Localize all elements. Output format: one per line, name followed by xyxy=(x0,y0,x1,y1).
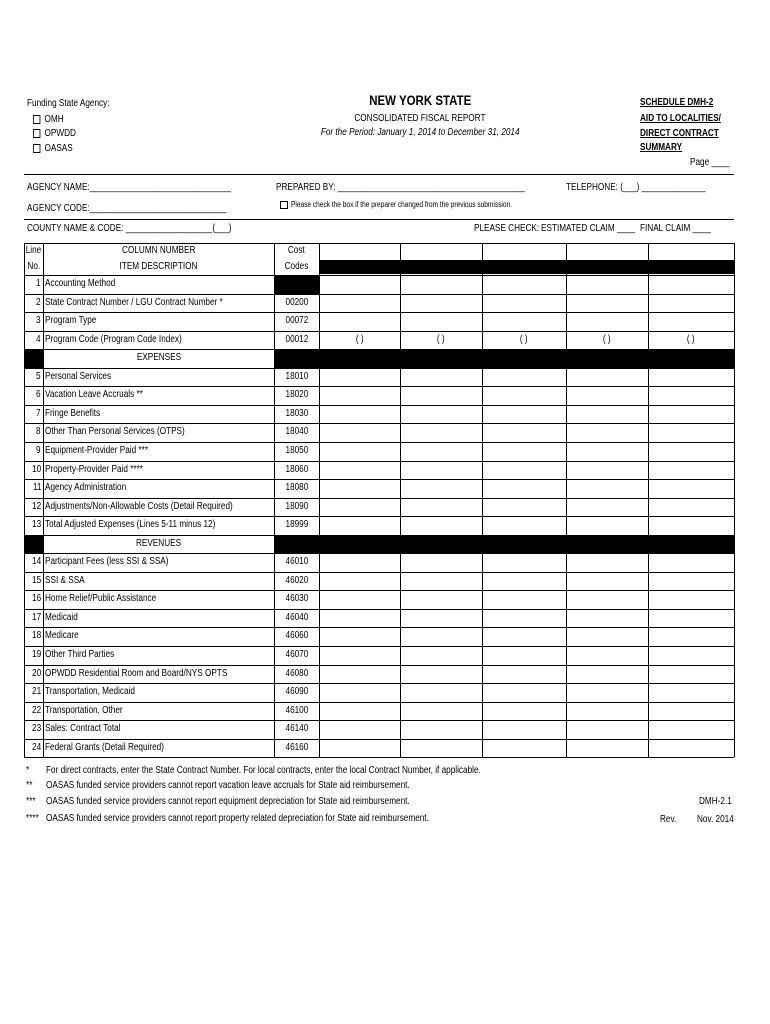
item-description: Equipment-Provider Paid *** xyxy=(45,444,149,456)
line-number: 8 xyxy=(36,426,41,438)
cost-code: 18040 xyxy=(285,426,308,438)
amount-cell[interactable] xyxy=(483,462,565,479)
amount-cell[interactable] xyxy=(401,684,481,701)
amount-cell[interactable] xyxy=(401,369,481,386)
schedule-line-4: SUMMARY xyxy=(640,142,683,153)
oasas-label: OASAS xyxy=(44,143,73,154)
amount-cell[interactable] xyxy=(320,387,399,404)
amount-cell[interactable] xyxy=(401,313,481,330)
cost-code: 18080 xyxy=(285,482,308,494)
table-column-rule xyxy=(734,243,735,757)
cost-code: 46040 xyxy=(285,611,308,623)
item-description: State Contract Number / LGU Contract Number * xyxy=(45,296,223,308)
amount-cell[interactable] xyxy=(483,443,565,460)
section-bar-right xyxy=(274,535,734,554)
line-number: 5 xyxy=(36,370,41,382)
cost-code: 18090 xyxy=(285,500,308,512)
omh-label: OMH xyxy=(44,114,64,125)
amount-cell[interactable] xyxy=(649,406,733,423)
line-number: 18 xyxy=(31,630,41,642)
amount-cell[interactable] xyxy=(320,554,399,571)
cost-code: 46090 xyxy=(285,686,308,698)
amount-cell[interactable] xyxy=(401,573,481,590)
section-heading: REVENUES xyxy=(135,537,182,549)
amount-cell[interactable] xyxy=(483,647,565,664)
item-description: Property-Provider Paid **** xyxy=(45,463,143,475)
footnote-mark: *** xyxy=(26,796,36,807)
cost-code: 18050 xyxy=(285,444,308,456)
amount-cell[interactable] xyxy=(567,387,647,404)
item-description: OPWDD Residential Room and Board/NYS OPTS xyxy=(45,667,228,679)
table-column-rule xyxy=(482,243,483,757)
amount-cell[interactable] xyxy=(483,666,565,683)
amount-cell[interactable] xyxy=(567,369,647,386)
footnote-text: OASAS funded service providers cannot report property related depreciation for State aid reimbursement. xyxy=(46,813,429,824)
cost-code: 18020 xyxy=(285,389,308,401)
line-number: 2 xyxy=(36,296,41,308)
amount-cell[interactable] xyxy=(483,721,565,738)
cost-code: 46010 xyxy=(285,556,308,568)
table-column-rule xyxy=(274,243,275,757)
item-description: Accounting Method xyxy=(45,278,116,289)
table-column-rule xyxy=(648,243,649,757)
section-bar-left xyxy=(24,349,43,368)
agency-name-field[interactable]: AGENCY NAME:_______________________________ xyxy=(27,182,232,193)
cost-code: 46080 xyxy=(285,667,308,679)
amount-cell[interactable] xyxy=(320,666,399,683)
amount-cell[interactable] xyxy=(401,276,481,293)
cost-code: 46100 xyxy=(285,704,308,716)
amount-cell[interactable] xyxy=(320,499,399,516)
line-number: 21 xyxy=(31,686,41,698)
amount-cell[interactable] xyxy=(649,721,733,738)
amount-cell[interactable] xyxy=(401,424,481,441)
amount-cell[interactable] xyxy=(567,628,647,645)
opwdd-label: OPWDD xyxy=(44,128,76,139)
amount-cell[interactable] xyxy=(401,610,481,627)
line-number: 3 xyxy=(36,315,41,327)
fields-top-rule xyxy=(24,174,734,175)
amount-cell[interactable] xyxy=(649,443,733,460)
amount-cell[interactable] xyxy=(483,276,565,293)
amount-cell[interactable] xyxy=(320,313,399,330)
footnote-text: OASAS funded service providers cannot report equipment depreciation for State aid reimbursement. xyxy=(46,796,410,807)
cost-code: 18060 xyxy=(285,463,308,475)
item-description: Medicare xyxy=(45,630,79,642)
amount-cell[interactable] xyxy=(649,499,733,516)
amount-cell[interactable] xyxy=(320,647,399,664)
cost-code: 00012 xyxy=(285,333,308,345)
telephone-field[interactable]: TELEPHONE: (___) ______________ xyxy=(566,182,706,193)
item-description: Medicaid xyxy=(45,611,78,623)
final-claim-field[interactable]: FINAL CLAIM ____ xyxy=(640,223,711,234)
line-number: 4 xyxy=(36,333,41,345)
amount-cell[interactable] xyxy=(320,591,399,608)
item-description: Agency Administration xyxy=(45,482,127,494)
amount-cell[interactable] xyxy=(649,703,733,720)
state-title: NEW YORK STATE xyxy=(368,92,472,108)
opwdd-checkbox[interactable] xyxy=(33,129,40,138)
amount-cell[interactable] xyxy=(567,462,647,479)
amount-cell[interactable] xyxy=(483,628,565,645)
amount-cell[interactable] xyxy=(483,406,565,423)
amount-cell[interactable] xyxy=(567,517,647,534)
amount-cell[interactable] xyxy=(320,628,399,645)
line-number: 22 xyxy=(31,704,41,716)
line-number: 7 xyxy=(36,407,41,419)
amount-cell[interactable] xyxy=(567,684,647,701)
preparer-changed[interactable] xyxy=(280,200,560,209)
amount-cell[interactable] xyxy=(483,499,565,516)
table-column-rule xyxy=(24,243,25,757)
amount-cell[interactable] xyxy=(401,387,481,404)
amount-cell[interactable] xyxy=(401,721,481,738)
oasas-checkbox[interactable] xyxy=(33,144,40,153)
amount-cell[interactable] xyxy=(483,424,565,441)
amount-cell[interactable] xyxy=(567,276,647,293)
amount-cell[interactable] xyxy=(567,610,647,627)
section-bar-left xyxy=(24,535,43,554)
amount-cell[interactable] xyxy=(320,684,399,701)
cost-code: 46030 xyxy=(285,593,308,605)
amount-cell[interactable] xyxy=(483,573,565,590)
amount-cell[interactable] xyxy=(649,554,733,571)
cost-code: 46070 xyxy=(285,649,308,660)
amount-cell[interactable] xyxy=(401,295,481,312)
table-column-rule xyxy=(319,243,320,757)
amount-cell[interactable] xyxy=(320,721,399,738)
amount-cell[interactable] xyxy=(567,480,647,497)
amount-cell[interactable] xyxy=(401,740,481,757)
amount-cell[interactable] xyxy=(649,276,733,293)
amount-cell[interactable] xyxy=(320,517,399,534)
amount-cell[interactable] xyxy=(649,740,733,757)
program-code-paren[interactable]: ( ) xyxy=(520,333,528,345)
line-number: 11 xyxy=(32,482,41,494)
program-code-paren[interactable]: ( ) xyxy=(687,333,695,345)
footnote-text: OASAS funded service providers cannot report vacation leave accruals for State aid reimbursement. xyxy=(46,780,410,791)
page-number[interactable]: Page ____ xyxy=(690,157,730,168)
report-title: CONSOLIDATED FISCAL REPORT xyxy=(354,113,486,124)
cost-code: 46140 xyxy=(285,723,308,735)
amount-cell[interactable] xyxy=(320,573,399,590)
amount-cell[interactable] xyxy=(401,554,481,571)
line-number: 12 xyxy=(31,500,41,512)
line-number: 15 xyxy=(31,574,41,586)
header-black-band xyxy=(319,260,734,274)
amount-cell[interactable] xyxy=(649,387,733,404)
item-description: Other Third Parties xyxy=(45,649,115,660)
fields-mid-rule xyxy=(24,219,734,220)
header-item-description: ITEM DESCRIPTION xyxy=(119,261,198,272)
amount-cell[interactable] xyxy=(567,443,647,460)
amount-cell[interactable] xyxy=(649,369,733,386)
section-bar-right xyxy=(274,349,734,368)
amount-cell[interactable] xyxy=(401,591,481,608)
amount-cell[interactable] xyxy=(320,276,399,293)
schedule-line-3: DIRECT CONTRACT xyxy=(640,128,719,139)
amount-cell[interactable] xyxy=(649,628,733,645)
line-number: 24 xyxy=(31,741,41,753)
form-id: DMH-2.1 xyxy=(699,796,732,807)
amount-cell[interactable] xyxy=(483,591,565,608)
amount-cell[interactable] xyxy=(649,313,733,330)
item-description: Transportation, Other xyxy=(45,704,123,716)
line-number: 16 xyxy=(31,593,41,605)
agency-option-oasas[interactable] xyxy=(33,143,73,154)
amount-cell[interactable] xyxy=(483,703,565,720)
item-description: Vacation Leave Accruals ** xyxy=(45,389,143,401)
header-column-number: COLUMN NUMBER xyxy=(121,245,196,256)
footnote-mark: ** xyxy=(26,780,33,791)
item-description: Program Type xyxy=(45,315,97,327)
line-number: 14 xyxy=(31,556,41,568)
line-number: 9 xyxy=(36,444,41,456)
amount-cell[interactable] xyxy=(649,517,733,534)
amount-cell[interactable] xyxy=(320,462,399,479)
line-number: 13 xyxy=(31,519,41,531)
amount-cell[interactable] xyxy=(649,647,733,664)
amount-cell[interactable] xyxy=(649,684,733,701)
amount-cell[interactable] xyxy=(401,480,481,497)
cost-code: 46020 xyxy=(285,574,308,586)
cost-code: 46160 xyxy=(285,741,308,753)
footnote-mark: **** xyxy=(26,813,39,824)
amount-cell[interactable] xyxy=(649,591,733,608)
line-number: 17 xyxy=(31,611,41,623)
line-number: 10 xyxy=(31,463,41,475)
header-line: Line xyxy=(25,245,42,256)
header-cost: Cost xyxy=(288,245,305,256)
amount-cell[interactable] xyxy=(567,591,647,608)
amount-cell[interactable] xyxy=(567,721,647,738)
item-description: Sales: Contract Total xyxy=(45,723,121,735)
line-number: 20 xyxy=(31,667,41,679)
amount-cell[interactable] xyxy=(320,443,399,460)
omh-checkbox[interactable] xyxy=(33,115,40,124)
amount-cell[interactable] xyxy=(649,424,733,441)
amount-cell[interactable] xyxy=(401,499,481,516)
funding-agency-label: Funding State Agency: xyxy=(27,98,110,109)
cost-code-black xyxy=(274,275,319,294)
amount-cell[interactable] xyxy=(483,554,565,571)
amount-cell[interactable] xyxy=(401,406,481,423)
amount-cell[interactable] xyxy=(320,406,399,423)
amount-cell[interactable] xyxy=(649,573,733,590)
item-description: Total Adjusted Expenses (Lines 5-11 minus 12) xyxy=(45,519,216,531)
preparer-changed-checkbox[interactable] xyxy=(280,201,288,209)
amount-cell[interactable] xyxy=(483,740,565,757)
estimated-claim-field[interactable]: ESTIMATED CLAIM ____ xyxy=(541,223,636,234)
amount-cell[interactable] xyxy=(649,666,733,683)
item-description: Adjustments/Non-Allowable Costs (Detail Required) xyxy=(45,500,233,512)
amount-cell[interactable] xyxy=(649,295,733,312)
amount-cell[interactable] xyxy=(320,295,399,312)
amount-cell[interactable] xyxy=(401,703,481,720)
item-description: SSI & SSA xyxy=(45,574,85,586)
amount-cell[interactable] xyxy=(649,610,733,627)
amount-cell[interactable] xyxy=(567,313,647,330)
prepared-by-field[interactable]: PREPARED BY: _________________________________________ xyxy=(276,182,525,193)
cost-code: 18999 xyxy=(285,519,308,531)
table-column-rule xyxy=(43,243,44,757)
item-description: Home Relief/Public Assistance xyxy=(45,593,157,605)
footnote-text: For direct contracts, enter the State Contract Number. For local contracts, enter the local Contract Number, if applicable. xyxy=(46,765,481,776)
header-no: No. xyxy=(27,261,40,272)
table-column-rule xyxy=(400,243,401,757)
amount-cell[interactable] xyxy=(320,369,399,386)
program-code-paren[interactable]: ( ) xyxy=(355,333,364,345)
amount-cell[interactable] xyxy=(483,387,565,404)
item-description: Program Code (Program Code Index) xyxy=(45,333,182,345)
item-description: Participant Fees (less SSI & SSA) xyxy=(45,556,169,568)
amount-cell[interactable] xyxy=(567,573,647,590)
amount-cell[interactable] xyxy=(567,499,647,516)
rev-date: Nov. 2014 xyxy=(697,814,734,825)
cost-code: 18010 xyxy=(285,370,308,382)
amount-cell[interactable] xyxy=(483,369,565,386)
amount-cell[interactable] xyxy=(320,610,399,627)
schedule-line-1: SCHEDULE DMH-2 xyxy=(640,97,714,108)
amount-cell[interactable] xyxy=(483,480,565,497)
amount-cell[interactable] xyxy=(567,703,647,720)
amount-cell[interactable] xyxy=(320,740,399,757)
amount-cell[interactable] xyxy=(320,703,399,720)
amount-cell[interactable] xyxy=(649,480,733,497)
amount-cell[interactable] xyxy=(567,647,647,664)
program-code-paren[interactable]: ( ) xyxy=(603,333,611,345)
line-number: 6 xyxy=(36,389,41,401)
amount-cell[interactable] xyxy=(483,313,565,330)
cost-code: 00200 xyxy=(285,296,308,308)
agency-option-omh[interactable] xyxy=(33,114,64,125)
rev-label: Rev. xyxy=(660,814,677,825)
amount-cell[interactable] xyxy=(567,666,647,683)
item-description: Fringe Benefits xyxy=(45,407,101,419)
please-check-label: PLEASE CHECK: xyxy=(474,223,540,234)
item-description: Other Than Personal Services (OTPS) xyxy=(45,426,185,438)
amount-cell[interactable] xyxy=(401,666,481,683)
amount-cell[interactable] xyxy=(567,406,647,423)
amount-cell[interactable] xyxy=(483,517,565,534)
amount-cell[interactable] xyxy=(320,424,399,441)
header-codes: Codes xyxy=(284,261,309,272)
agency-option-opwdd[interactable] xyxy=(33,128,76,139)
item-description: Federal Grants (Detail Required) xyxy=(45,741,164,753)
amount-cell[interactable] xyxy=(567,554,647,571)
schedule-line-2: AID TO LOCALITIES/ xyxy=(640,113,721,124)
program-code-paren[interactable]: ( ) xyxy=(437,333,445,345)
amount-cell[interactable] xyxy=(401,443,481,460)
amount-cell[interactable] xyxy=(401,462,481,479)
amount-cell[interactable] xyxy=(649,462,733,479)
line-number: 23 xyxy=(31,723,41,735)
item-description: Personal Services xyxy=(45,370,112,382)
cost-code: 00072 xyxy=(285,315,308,327)
report-period: For the Period: January 1, 2014 to December 31, 2014 xyxy=(320,127,520,138)
county-field[interactable]: COUNTY NAME & CODE: ___________________(___) xyxy=(27,223,232,234)
table-bottom-rule xyxy=(24,757,734,758)
amount-cell[interactable] xyxy=(401,647,481,664)
cost-code: 18030 xyxy=(285,407,308,419)
line-number: 19 xyxy=(31,649,41,660)
cost-code: 46060 xyxy=(285,630,308,642)
amount-cell[interactable] xyxy=(483,295,565,312)
section-heading: EXPENSES xyxy=(136,352,181,364)
amount-cell[interactable] xyxy=(567,740,647,757)
amount-cell[interactable] xyxy=(483,610,565,627)
amount-cell[interactable] xyxy=(567,295,647,312)
amount-cell[interactable] xyxy=(320,480,399,497)
item-description: Transportation, Medicaid xyxy=(45,686,135,698)
preparer-changed-label: Please check the box if the preparer changed from the previous submission. xyxy=(291,200,512,209)
footnote-mark: * xyxy=(26,765,30,776)
amount-cell[interactable] xyxy=(401,628,481,645)
amount-cell[interactable] xyxy=(401,517,481,534)
table-column-rule xyxy=(566,243,567,757)
amount-cell[interactable] xyxy=(483,684,565,701)
line-number: 1 xyxy=(36,278,41,289)
agency-code-field[interactable]: AGENCY CODE:______________________________ xyxy=(27,203,227,214)
amount-cell[interactable] xyxy=(567,424,647,441)
